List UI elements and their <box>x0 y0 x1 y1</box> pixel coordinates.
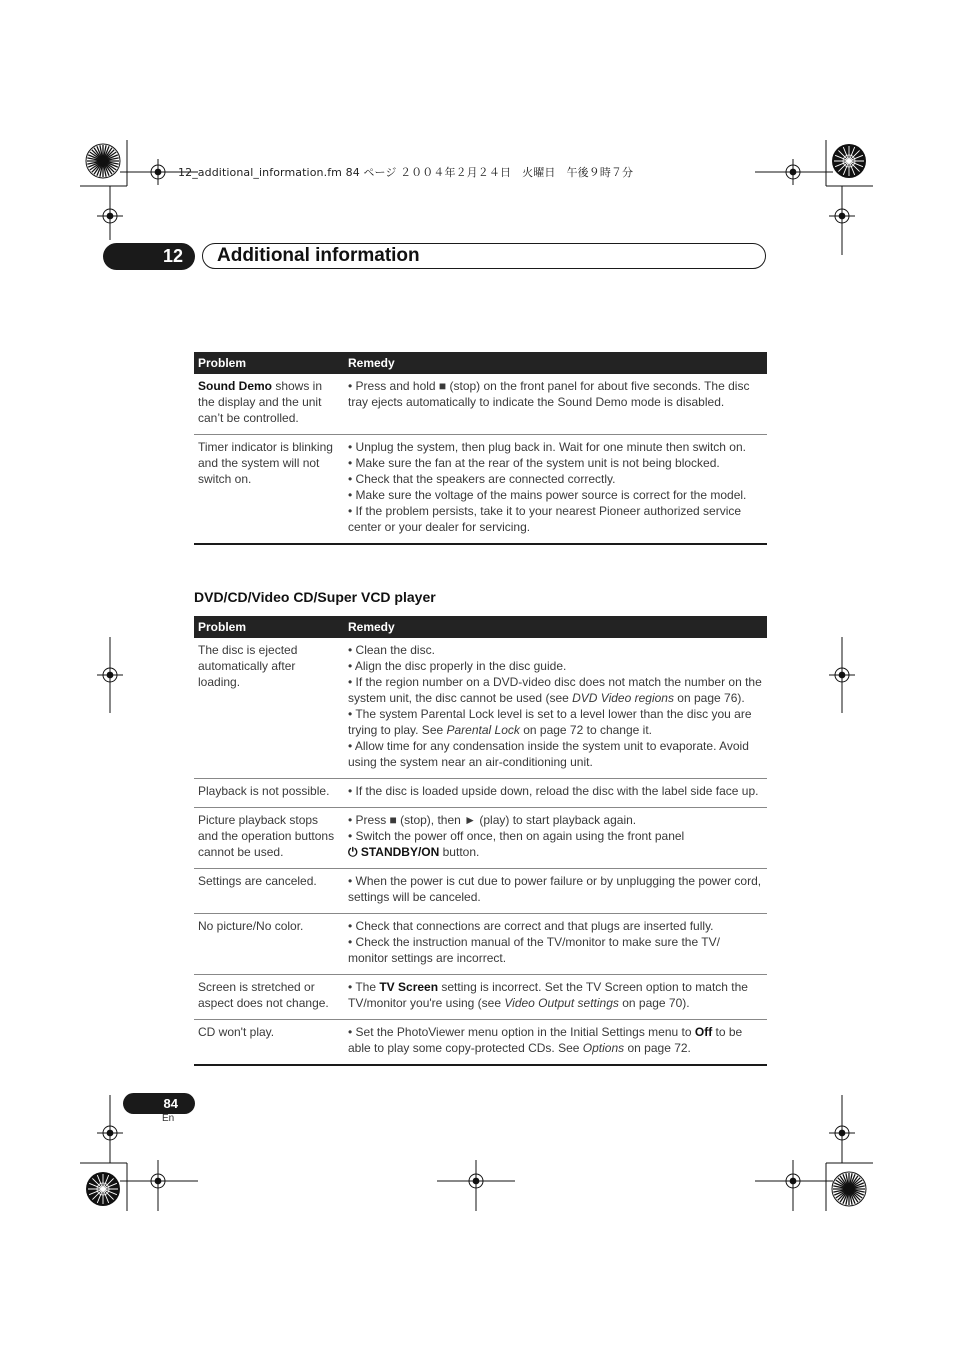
problem-text: shows in the display and the unit can’t be controlled. <box>198 379 323 425</box>
remedy-item <box>348 844 763 860</box>
remedy-cell <box>344 808 767 869</box>
remedy-item: • Switch the power off once, then on again using the front panel <box>348 829 685 843</box>
remedy-cell <box>344 1020 767 1066</box>
remedy-item: • If the problem persists, take it to your nearest Pioneer authorized service center or your dealer for servicing. <box>348 504 742 534</box>
table-header-row <box>194 352 767 374</box>
troubleshooting-table-disc-player <box>194 616 767 1066</box>
remedy-text: • Set the PhotoViewer menu option in the Initial Settings menu to <box>348 1025 695 1039</box>
table-row <box>194 975 767 1020</box>
remedy-cell <box>344 435 767 545</box>
remedy-cell <box>344 975 767 1020</box>
remedy-text: • The system Parental Lock level is set to a level lower than the disc you are trying to play. See <box>348 707 752 737</box>
chapter-number-badge: 12 <box>103 243 195 270</box>
remedy-item: • Make sure the voltage of the mains power source is correct for the model. <box>348 488 747 502</box>
setting-name: TV Screen <box>379 980 439 994</box>
remedy-cell <box>344 779 767 808</box>
problem-cell: Playback is not possible. <box>194 779 344 808</box>
remedy-item <box>348 674 763 706</box>
remedy-item <box>348 706 763 738</box>
table-row <box>194 435 767 545</box>
table-row <box>194 374 767 435</box>
troubleshooting-table-general <box>194 352 767 545</box>
table-row <box>194 779 767 808</box>
cross-reference: Parental Lock <box>446 723 520 737</box>
remedy-cell <box>344 914 767 975</box>
remedy-text: on page 72. <box>624 1041 691 1055</box>
remedy-item: • Press and hold ■ (stop) on the front panel for about five seconds. The disc tray ejects automatically to indicate the Sound Demo mode is disabled. <box>348 379 750 409</box>
problem-cell: Picture playback stops and the operation buttons cannot be used. <box>194 808 344 869</box>
problem-cell: CD won't play. <box>194 1020 344 1066</box>
remedy-cell <box>344 374 767 435</box>
remedy-item <box>348 979 763 1011</box>
remedy-item: • Allow time for any condensation inside the system unit to evaporate. Avoid using the system near an air-conditioning unit. <box>348 739 749 769</box>
cross-reference: Options <box>582 1041 625 1055</box>
problem-cell: Screen is stretched or aspect does not change. <box>194 975 344 1020</box>
table-row <box>194 914 767 975</box>
remedy-item: • When the power is cut due to power failure or by unplugging the power cord, settings will be canceled. <box>348 874 762 904</box>
button-name: STANDBY/ON <box>360 845 440 859</box>
column-header-problem: Problem <box>194 352 344 374</box>
table-row <box>194 808 767 869</box>
remedy-text: on page 70). <box>618 996 690 1010</box>
problem-cell: No picture/No color. <box>194 914 344 975</box>
section-heading: DVD/CD/Video CD/Super VCD player <box>194 589 436 605</box>
remedy-text: on page 72 to change it. <box>519 723 652 737</box>
remedy-item: • Make sure the fan at the rear of the system unit is not being blocked. <box>348 456 720 470</box>
remedy-item: • Clean the disc. <box>348 643 435 657</box>
page-language: En <box>162 1113 175 1124</box>
column-header-remedy: Remedy <box>344 352 767 374</box>
remedy-item: • Align the disc properly in the disc guide. <box>348 659 567 673</box>
remedy-item: • Check the instruction manual of the TV/monitor to make sure the TV/ monitor settings are incorrect. <box>348 935 720 965</box>
chapter-title: Additional information <box>202 243 766 269</box>
page-number-badge: 84 <box>123 1093 195 1114</box>
cross-reference: Video Output settings <box>504 996 619 1010</box>
remedy-text: on page 76). <box>673 691 745 705</box>
file-header: 12_additional_information.fm 84 ページ ２００４年２月２４日 火曜日 午後９時７分 <box>178 166 634 179</box>
table-row <box>194 869 767 914</box>
power-icon: ⏻ <box>348 845 358 859</box>
remedy-item: • If the disc is loaded upside down, reload the disc with the label side face up. <box>348 784 759 798</box>
remedy-item: • Check that connections are correct and that plugs are inserted fully. <box>348 919 714 933</box>
column-header-remedy: Remedy <box>344 616 767 638</box>
problem-bold-text: Sound Demo <box>198 379 272 393</box>
problem-cell: Settings are canceled. <box>194 869 344 914</box>
setting-value: Off <box>694 1025 713 1039</box>
column-header-problem: Problem <box>194 616 344 638</box>
table-header-row <box>194 616 767 638</box>
table-row <box>194 638 767 779</box>
remedy-text: • If the region number on a DVD-video disc does not match the number on the system unit, the disc cannot be used (see <box>348 675 762 705</box>
remedy-text: setting is incorrect. Set the TV Screen option to match the TV/monitor you're using (see <box>348 980 748 1010</box>
remedy-item: • Unplug the system, then plug back in. Wait for one minute then switch on. <box>348 440 746 454</box>
table-row <box>194 1020 767 1066</box>
remedy-cell <box>344 869 767 914</box>
remedy-text: to be able to play some copy-protected CDs. See <box>348 1025 743 1055</box>
problem-cell: Timer indicator is blinking and the system will not switch on. <box>194 435 344 545</box>
remedy-item: • Press ■ (stop), then ► (play) to start playback again. <box>348 813 637 827</box>
remedy-item <box>348 1024 763 1056</box>
problem-cell <box>194 374 344 435</box>
remedy-cell <box>344 638 767 779</box>
remedy-text: • The <box>348 980 380 994</box>
remedy-text: button. <box>439 845 480 859</box>
problem-cell: The disc is ejected automatically after loading. <box>194 638 344 779</box>
cross-reference: DVD Video regions <box>572 691 674 705</box>
remedy-item: • Check that the speakers are connected correctly. <box>348 472 616 486</box>
